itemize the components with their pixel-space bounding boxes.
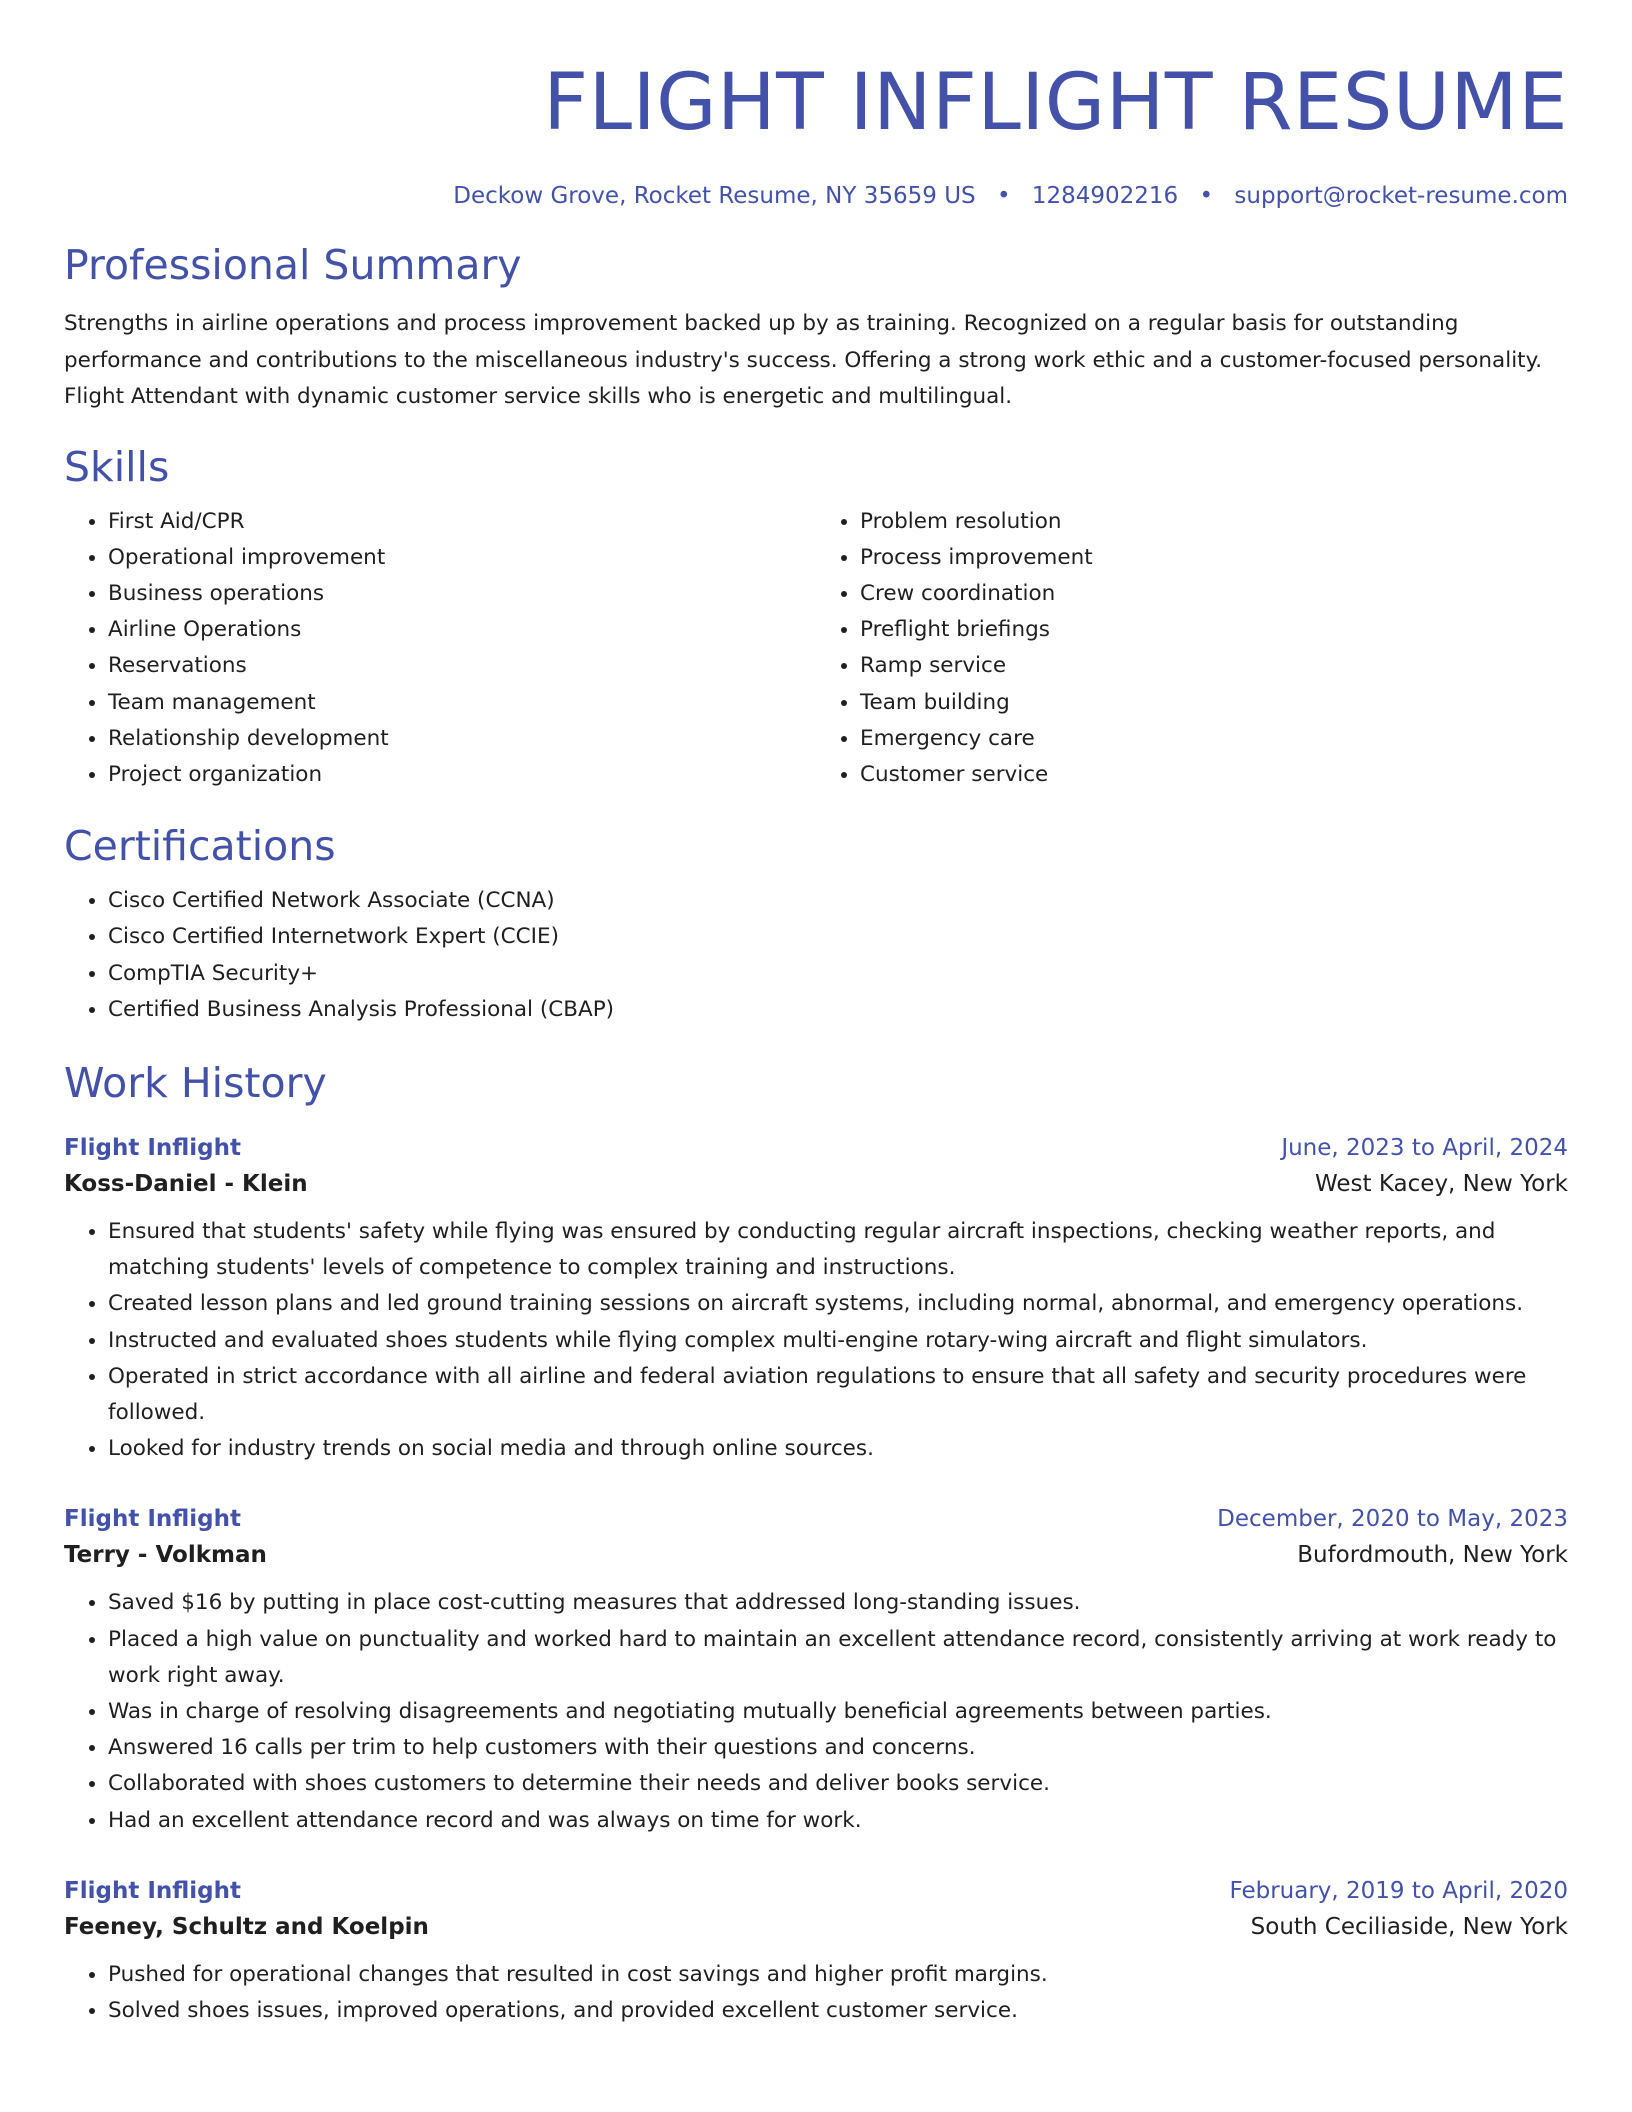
contact-separator: • <box>1199 183 1214 209</box>
summary-section <box>64 240 1568 416</box>
job-location: West Kacey, New York <box>1315 1170 1568 1197</box>
job-company-row <box>64 1166 1568 1202</box>
job-duty-item: • Instructed and evaluated shoes students while flying complex multi-engine rotary-wing aircraft and flight simulators. <box>108 1323 1568 1359</box>
skill-item: • Process improvement <box>860 540 1568 576</box>
contact-email[interactable]: support@rocket-resume.com <box>1234 183 1568 209</box>
job-title-row <box>64 1501 1568 1537</box>
job-duty-item: • Had an excellent attendance record and was always on time for work. <box>108 1803 1568 1839</box>
job-location: Bufordmouth, New York <box>1297 1542 1568 1569</box>
certification-item: • Certified Business Analysis Professional (CBAP) <box>108 992 1568 1028</box>
certifications-section <box>64 821 1568 1028</box>
skill-item: • Team building <box>860 685 1568 721</box>
job-duty-item: • Solved shoes issues, improved operations, and provided excellent customer service. <box>108 1993 1568 2029</box>
skill-item: • Relationship development <box>108 721 816 757</box>
job-location: South Ceciliaside, New York <box>1250 1913 1568 1940</box>
job-dates: February, 2019 to April, 2020 <box>1229 1877 1568 1904</box>
skills-section <box>64 442 1568 794</box>
work-history-heading: Work History <box>64 1058 327 1107</box>
skills-list-right <box>816 504 1568 794</box>
job-duty-item: • Pushed for operational changes that resulted in cost savings and higher profit margins. <box>108 1957 1568 1993</box>
certification-item: • CompTIA Security+ <box>108 956 1568 992</box>
job-title: Flight Inflight <box>64 1506 242 1533</box>
skill-item: • Problem resolution <box>860 504 1568 540</box>
skills-heading: Skills <box>64 442 170 491</box>
job-dates: June, 2023 to April, 2024 <box>1281 1134 1568 1161</box>
job-company-row <box>64 1909 1568 1945</box>
job-duty-item: • Placed a high value on punctuality and worked hard to maintain an excellent attendance record, consistently arriving at work ready to work right away. <box>108 1622 1568 1694</box>
job-title: Flight Inflight <box>64 1877 242 1904</box>
skill-item: • Emergency care <box>860 721 1568 757</box>
skills-columns <box>64 504 1568 794</box>
skill-item: • Reservations <box>108 648 816 684</box>
job-duties-list <box>64 1585 1568 1838</box>
job-duty-item: • Saved $16 by putting in place cost-cutting measures that addressed long-standing issues. <box>108 1585 1568 1621</box>
certification-item: • Cisco Certified Network Associate (CCNA) <box>108 883 1568 919</box>
skills-list-left <box>64 504 816 794</box>
skill-item: • Team management <box>108 685 816 721</box>
job-company: Terry - Volkman <box>64 1542 267 1569</box>
job-duties-list <box>64 1214 1568 1467</box>
skill-item: • First Aid/CPR <box>108 504 816 540</box>
job-entry <box>64 1873 1568 2029</box>
resume-header <box>64 0 1568 212</box>
job-dates: December, 2020 to May, 2023 <box>1217 1506 1568 1533</box>
skill-item: • Customer service <box>860 757 1568 793</box>
job-duty-item: • Operated in strict accordance with all airline and federal aviation regulations to ensure that all safety and security procedures were followed. <box>108 1359 1568 1431</box>
job-entry <box>64 1501 1568 1838</box>
contact-line <box>64 180 1568 212</box>
job-duties-list <box>64 1957 1568 2029</box>
certifications-heading: Certifications <box>64 822 336 871</box>
skill-item: • Business operations <box>108 576 816 612</box>
job-title: Flight Inflight <box>64 1134 242 1161</box>
certification-item: • Cisco Certified Internetwork Expert (CCIE) <box>108 919 1568 955</box>
job-duty-item: • Ensured that students' safety while flying was ensured by conducting regular aircraft inspections, checking weather reports, and matching students' levels of competence to complex training and instructions. <box>108 1214 1568 1286</box>
job-list <box>64 1130 1568 2029</box>
skill-item: • Operational improvement <box>108 540 816 576</box>
contact-separator: • <box>996 183 1011 209</box>
skill-item: • Ramp service <box>860 648 1568 684</box>
certifications-list <box>64 883 1568 1028</box>
job-duty-item: • Was in charge of resolving disagreements and negotiating mutually beneficial agreements between parties. <box>108 1694 1568 1730</box>
job-title-row <box>64 1130 1568 1166</box>
contact-phone: 1284902216 <box>1031 183 1179 209</box>
work-history-section <box>64 1058 1568 2029</box>
skill-item: • Project organization <box>108 757 816 793</box>
job-company-row <box>64 1537 1568 1573</box>
job-duty-item: • Collaborated with shoes customers to determine their needs and deliver books service. <box>108 1766 1568 1802</box>
skill-item: • Preflight briefings <box>860 612 1568 648</box>
job-company: Koss-Daniel - Klein <box>64 1170 308 1197</box>
job-company: Feeney, Schultz and Koelpin <box>64 1913 429 1940</box>
contact-address: Deckow Grove, Rocket Resume, NY 35659 US <box>453 183 976 209</box>
job-duty-item: • Looked for industry trends on social media and through online sources. <box>108 1431 1568 1467</box>
skill-item: • Crew coordination <box>860 576 1568 612</box>
job-entry <box>64 1130 1568 1467</box>
candidate-name: FLIGHT INFLIGHT RESUME <box>543 58 1568 148</box>
job-duty-item: • Answered 16 calls per trim to help customers with their questions and concerns. <box>108 1730 1568 1766</box>
skill-item: • Airline Operations <box>108 612 816 648</box>
job-title-row <box>64 1873 1568 1909</box>
summary-text: Strengths in airline operations and process improvement backed up by as training. Recognized on a regular basis for outstanding performance and contributions to the miscellaneous industry's success. Offering a strong work ethic and a customer-focused personality. Flight Attendant with dynamic customer service skills who is energetic and multilingual. <box>64 311 1543 409</box>
summary-heading: Professional Summary <box>64 241 522 289</box>
job-duty-item: • Created lesson plans and led ground training sessions on aircraft systems, including normal, abnormal, and emergency operations. <box>108 1286 1568 1322</box>
